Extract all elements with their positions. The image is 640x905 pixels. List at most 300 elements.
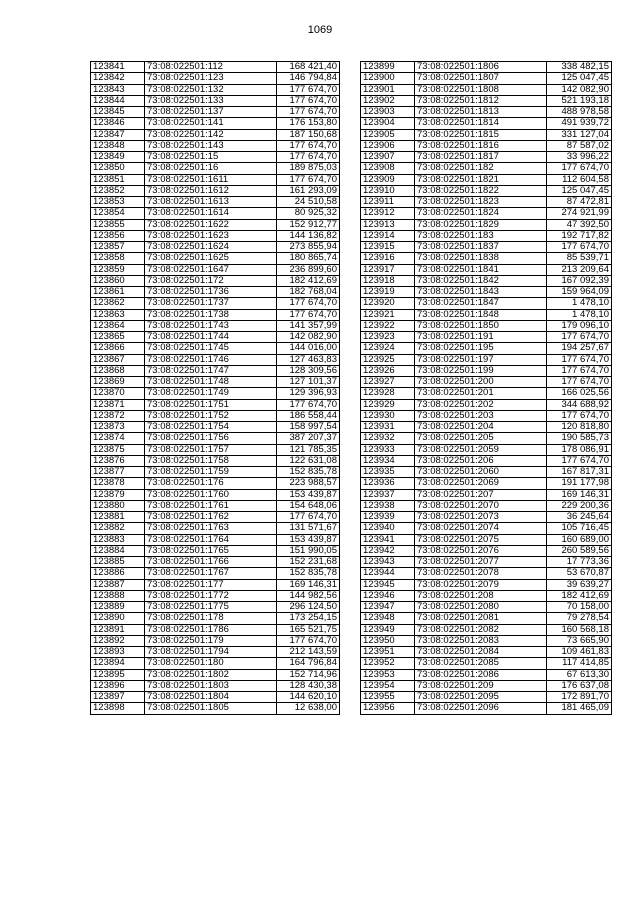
cadastral-value-cell: 177 674,70 — [277, 84, 340, 95]
row-number-cell: 123919 — [361, 287, 415, 298]
row-number-cell: 123856 — [91, 230, 145, 241]
table-row — [361, 95, 612, 106]
cadastral-value-cell: 160 568,18 — [547, 624, 612, 635]
cadastral-number-cell: 73:08:022501:1843 — [415, 287, 547, 298]
cadastral-value-cell: 191 177,98 — [547, 478, 612, 489]
cadastral-value-cell: 161 293,09 — [277, 185, 340, 196]
row-number-cell: 123909 — [361, 174, 415, 185]
cadastral-value-cell: 152 835,78 — [277, 568, 340, 579]
table-row — [91, 219, 340, 230]
cadastral-value-cell: 167 092,39 — [547, 275, 612, 286]
cadastral-value-cell: 152 231,68 — [277, 557, 340, 568]
table-row — [361, 219, 612, 230]
cadastral-number-cell: 73:08:022501:2085 — [415, 658, 547, 669]
cadastral-number-cell: 73:08:022501:1623 — [145, 230, 277, 241]
row-number-cell: 123885 — [91, 557, 145, 568]
row-number-cell: 123930 — [361, 410, 415, 421]
row-number-cell: 123887 — [91, 579, 145, 590]
table-row — [91, 500, 340, 511]
cadastral-value-cell: 387 207,37 — [277, 433, 340, 444]
table-row — [91, 185, 340, 196]
cadastral-number-cell: 73:08:022501:191 — [415, 332, 547, 343]
cadastral-number-cell: 73:08:022501:2077 — [415, 557, 547, 568]
table-row — [91, 84, 340, 95]
cadastral-number-cell: 73:08:022501:1738 — [145, 309, 277, 320]
row-number-cell: 123940 — [361, 523, 415, 534]
cadastral-number-cell: 73:08:022501:2059 — [415, 444, 547, 455]
table-row — [91, 73, 340, 84]
cadastral-value-cell: 274 921,99 — [547, 208, 612, 219]
row-number-cell: 123845 — [91, 107, 145, 118]
cadastral-value-cell: 85 539,71 — [547, 253, 612, 264]
cadastral-number-cell: 73:08:022501:1815 — [415, 129, 547, 140]
table-row — [361, 467, 612, 478]
row-number-cell: 123851 — [91, 174, 145, 185]
cadastral-value-cell: 131 571,67 — [277, 523, 340, 534]
row-number-cell: 123922 — [361, 320, 415, 331]
cadastral-value-cell: 152 714,96 — [277, 669, 340, 680]
row-number-cell: 123850 — [91, 163, 145, 174]
row-number-cell: 123895 — [91, 669, 145, 680]
row-number-cell: 123935 — [361, 467, 415, 478]
cadastral-value-cell: 491 939,72 — [547, 118, 612, 129]
cadastral-number-cell: 73:08:022501:2084 — [415, 647, 547, 658]
cadastral-value-cell: 152 835,78 — [277, 467, 340, 478]
row-number-cell: 123939 — [361, 512, 415, 523]
table-row — [91, 579, 340, 590]
row-number-cell: 123879 — [91, 489, 145, 500]
cadastral-number-cell: 73:08:022501:2078 — [415, 568, 547, 579]
table-row — [91, 377, 340, 388]
cadastral-number-cell: 73:08:022501:1772 — [145, 590, 277, 601]
table-row — [361, 523, 612, 534]
row-number-cell: 123854 — [91, 208, 145, 219]
cadastral-number-cell: 73:08:022501:1764 — [145, 534, 277, 545]
cadastral-number-cell: 73:08:022501:2074 — [415, 523, 547, 534]
row-number-cell: 123911 — [361, 197, 415, 208]
cadastral-value-cell: 177 674,70 — [277, 152, 340, 163]
row-number-cell: 123857 — [91, 242, 145, 253]
cadastral-number-cell: 73:08:022501:201 — [415, 388, 547, 399]
cadastral-value-cell: 144 016,00 — [277, 343, 340, 354]
cadastral-number-cell: 73:08:022501:1842 — [415, 275, 547, 286]
cadastral-number-cell: 73:08:022501:2086 — [415, 669, 547, 680]
cadastral-number-cell: 73:08:022501:172 — [145, 275, 277, 286]
cadastral-value-cell: 1 478,10 — [547, 298, 612, 309]
table-row — [361, 489, 612, 500]
table-row — [361, 320, 612, 331]
cadastral-number-cell: 73:08:022501:15 — [145, 152, 277, 163]
table-row — [91, 512, 340, 523]
cadastral-number-cell: 73:08:022501:2081 — [415, 613, 547, 624]
cadastral-value-cell: 47 392,50 — [547, 219, 612, 230]
row-number-cell: 123923 — [361, 332, 415, 343]
cadastral-value-cell: 160 689,00 — [547, 534, 612, 545]
row-number-cell: 123877 — [91, 467, 145, 478]
row-number-cell: 123853 — [91, 197, 145, 208]
row-number-cell: 123864 — [91, 320, 145, 331]
cadastral-number-cell: 73:08:022501:205 — [415, 433, 547, 444]
table-row — [361, 107, 612, 118]
cadastral-number-cell: 73:08:022501:180 — [145, 658, 277, 669]
cadastral-number-cell: 73:08:022501:2080 — [415, 602, 547, 613]
cadastral-number-cell: 73:08:022501:176 — [145, 478, 277, 489]
cadastral-number-cell: 73:08:022501:202 — [415, 399, 547, 410]
row-number-cell: 123934 — [361, 455, 415, 466]
row-number-cell: 123932 — [361, 433, 415, 444]
row-number-cell: 123844 — [91, 95, 145, 106]
cadastral-value-cell: 179 096,10 — [547, 320, 612, 331]
table-row — [361, 298, 612, 309]
table-row — [91, 264, 340, 275]
table-row — [361, 343, 612, 354]
cadastral-value-cell: 153 439,87 — [277, 534, 340, 545]
row-number-cell: 123903 — [361, 107, 415, 118]
table-row — [91, 410, 340, 421]
row-number-cell: 123874 — [91, 433, 145, 444]
table-row — [361, 692, 612, 703]
cadastral-number-cell: 73:08:022501:16 — [145, 163, 277, 174]
cadastral-value-cell: 187 150,68 — [277, 129, 340, 140]
table-row — [361, 185, 612, 196]
row-number-cell: 123871 — [91, 399, 145, 410]
table-row — [361, 680, 612, 691]
cadastral-number-cell: 73:08:022501:2075 — [415, 534, 547, 545]
cadastral-value-cell: 146 794,84 — [277, 73, 340, 84]
row-number-cell: 123955 — [361, 692, 415, 703]
table-row — [361, 658, 612, 669]
cadastral-number-cell: 73:08:022501:132 — [145, 84, 277, 95]
row-number-cell: 123899 — [361, 62, 415, 73]
row-number-cell: 123901 — [361, 84, 415, 95]
table-row — [91, 467, 340, 478]
table-row — [361, 287, 612, 298]
cadastral-value-cell: 338 482,15 — [547, 62, 612, 73]
table-row — [91, 62, 340, 73]
table-row — [91, 399, 340, 410]
cadastral-value-cell: 166 025,56 — [547, 388, 612, 399]
cadastral-value-cell: 177 674,70 — [547, 354, 612, 365]
cadastral-value-cell: 24 510,58 — [277, 197, 340, 208]
cadastral-value-cell: 53 670,87 — [547, 568, 612, 579]
table-row — [91, 298, 340, 309]
cadastral-value-cell: 177 674,70 — [277, 399, 340, 410]
cadastral-number-cell: 73:08:022501:1814 — [415, 118, 547, 129]
cadastral-number-cell: 73:08:022501:207 — [415, 489, 547, 500]
row-number-cell: 123869 — [91, 377, 145, 388]
cadastral-value-cell: 152 912,77 — [277, 219, 340, 230]
table-row — [91, 534, 340, 545]
cadastral-number-cell: 73:08:022501:1762 — [145, 512, 277, 523]
cadastral-number-cell: 73:08:022501:1744 — [145, 332, 277, 343]
cadastral-value-cell: 125 047,45 — [547, 185, 612, 196]
row-number-cell: 123951 — [361, 647, 415, 658]
table-row — [361, 557, 612, 568]
table-row — [361, 624, 612, 635]
row-number-cell: 123880 — [91, 500, 145, 511]
table-row — [91, 444, 340, 455]
table-row — [361, 669, 612, 680]
row-number-cell: 123865 — [91, 332, 145, 343]
table-row — [91, 635, 340, 646]
table-row — [91, 478, 340, 489]
cadastral-number-cell: 73:08:022501:1803 — [145, 680, 277, 691]
row-number-cell: 123945 — [361, 579, 415, 590]
cadastral-number-cell: 73:08:022501:1614 — [145, 208, 277, 219]
cadastral-number-cell: 73:08:022501:204 — [415, 422, 547, 433]
cadastral-value-cell: 127 101,37 — [277, 377, 340, 388]
table-row — [361, 512, 612, 523]
cadastral-value-cell: 177 674,70 — [547, 242, 612, 253]
row-number-cell: 123842 — [91, 73, 145, 84]
cadastral-value-cell: 117 414,85 — [547, 658, 612, 669]
row-number-cell: 123896 — [91, 680, 145, 691]
table-row — [91, 669, 340, 680]
cadastral-number-cell: 73:08:022501:2095 — [415, 692, 547, 703]
row-number-cell: 123924 — [361, 343, 415, 354]
cadastral-value-cell: 178 086,91 — [547, 444, 612, 455]
registry-table-right — [360, 61, 612, 715]
cadastral-value-cell: 176 637,08 — [547, 680, 612, 691]
cadastral-number-cell: 73:08:022501:1829 — [415, 219, 547, 230]
table-row — [91, 388, 340, 399]
row-number-cell: 123920 — [361, 298, 415, 309]
table-row — [91, 455, 340, 466]
cadastral-number-cell: 73:08:022501:1752 — [145, 410, 277, 421]
cadastral-number-cell: 73:08:022501:1838 — [415, 253, 547, 264]
cadastral-number-cell: 73:08:022501:1754 — [145, 422, 277, 433]
table-row — [361, 613, 612, 624]
cadastral-value-cell: 182 768,04 — [277, 287, 340, 298]
table-row — [91, 152, 340, 163]
cadastral-number-cell: 73:08:022501:203 — [415, 410, 547, 421]
row-number-cell: 123891 — [91, 624, 145, 635]
table-row — [91, 140, 340, 151]
row-number-cell: 123892 — [91, 635, 145, 646]
row-number-cell: 123847 — [91, 129, 145, 140]
row-number-cell: 123894 — [91, 658, 145, 669]
table-row — [361, 230, 612, 241]
cadastral-number-cell: 73:08:022501:2060 — [415, 467, 547, 478]
cadastral-number-cell: 73:08:022501:1848 — [415, 309, 547, 320]
table-row — [361, 129, 612, 140]
cadastral-value-cell: 223 988,57 — [277, 478, 340, 489]
table-row — [361, 208, 612, 219]
row-number-cell: 123884 — [91, 545, 145, 556]
table-row — [91, 545, 340, 556]
row-number-cell: 123866 — [91, 343, 145, 354]
cadastral-number-cell: 73:08:022501:1794 — [145, 647, 277, 658]
cadastral-number-cell: 73:08:022501:2096 — [415, 703, 547, 714]
cadastral-number-cell: 73:08:022501:1822 — [415, 185, 547, 196]
cadastral-number-cell: 73:08:022501:2073 — [415, 512, 547, 523]
row-number-cell: 123925 — [361, 354, 415, 365]
cadastral-value-cell: 260 589,56 — [547, 545, 612, 556]
cadastral-number-cell: 73:08:022501:1756 — [145, 433, 277, 444]
cadastral-number-cell: 73:08:022501:1805 — [145, 703, 277, 714]
cadastral-value-cell: 121 785,35 — [277, 444, 340, 455]
cadastral-value-cell: 127 463,83 — [277, 354, 340, 365]
table-row — [361, 422, 612, 433]
table-row — [361, 365, 612, 376]
row-number-cell: 123875 — [91, 444, 145, 455]
row-number-cell: 123914 — [361, 230, 415, 241]
table-row — [91, 129, 340, 140]
table-row — [361, 174, 612, 185]
cadastral-number-cell: 73:08:022501:1749 — [145, 388, 277, 399]
table-row — [361, 332, 612, 343]
cadastral-value-cell: 151 990,05 — [277, 545, 340, 556]
table-row — [361, 309, 612, 320]
cadastral-value-cell: 153 439,87 — [277, 489, 340, 500]
cadastral-number-cell: 73:08:022501:1736 — [145, 287, 277, 298]
cadastral-number-cell: 73:08:022501:1761 — [145, 500, 277, 511]
row-number-cell: 123876 — [91, 455, 145, 466]
cadastral-number-cell: 73:08:022501:143 — [145, 140, 277, 151]
table-row — [361, 444, 612, 455]
table-row — [91, 332, 340, 343]
row-number-cell: 123907 — [361, 152, 415, 163]
row-number-cell: 123952 — [361, 658, 415, 669]
row-number-cell: 123916 — [361, 253, 415, 264]
cadastral-value-cell: 331 127,04 — [547, 129, 612, 140]
cadastral-number-cell: 73:08:022501:1804 — [145, 692, 277, 703]
cadastral-value-cell: 229 200,36 — [547, 500, 612, 511]
cadastral-value-cell: 1 478,10 — [547, 309, 612, 320]
cadastral-value-cell: 167 817,31 — [547, 467, 612, 478]
row-number-cell: 123905 — [361, 129, 415, 140]
table-row — [361, 377, 612, 388]
cadastral-value-cell: 164 796,84 — [277, 658, 340, 669]
cadastral-number-cell: 73:08:022501:1775 — [145, 602, 277, 613]
cadastral-value-cell: 36 245,64 — [547, 512, 612, 523]
row-number-cell: 123927 — [361, 377, 415, 388]
row-number-cell: 123889 — [91, 602, 145, 613]
row-number-cell: 123849 — [91, 152, 145, 163]
cadastral-value-cell: 168 421,40 — [277, 62, 340, 73]
cadastral-number-cell: 73:08:022501:1837 — [415, 242, 547, 253]
cadastral-value-cell: 109 461,83 — [547, 647, 612, 658]
table-row — [361, 534, 612, 545]
cadastral-number-cell: 73:08:022501:2070 — [415, 500, 547, 511]
cadastral-number-cell: 73:08:022501:2083 — [415, 635, 547, 646]
cadastral-number-cell: 73:08:022501:208 — [415, 590, 547, 601]
cadastral-value-cell: 39 639,27 — [547, 579, 612, 590]
table-row — [361, 635, 612, 646]
cadastral-number-cell: 73:08:022501:1624 — [145, 242, 277, 253]
cadastral-number-cell: 73:08:022501:137 — [145, 107, 277, 118]
cadastral-value-cell: 169 146,31 — [277, 579, 340, 590]
cadastral-number-cell: 73:08:022501:1759 — [145, 467, 277, 478]
table-row — [91, 658, 340, 669]
cadastral-number-cell: 73:08:022501:1745 — [145, 343, 277, 354]
row-number-cell: 123953 — [361, 669, 415, 680]
table-row — [361, 647, 612, 658]
cadastral-value-cell: 213 209,64 — [547, 264, 612, 275]
row-number-cell: 123861 — [91, 287, 145, 298]
row-number-cell: 123936 — [361, 478, 415, 489]
cadastral-value-cell: 177 674,70 — [277, 298, 340, 309]
cadastral-number-cell: 73:08:022501:1813 — [415, 107, 547, 118]
cadastral-value-cell: 177 674,70 — [547, 377, 612, 388]
row-number-cell: 123867 — [91, 354, 145, 365]
cadastral-number-cell: 73:08:022501:179 — [145, 635, 277, 646]
cadastral-value-cell: 182 412,69 — [277, 275, 340, 286]
cadastral-number-cell: 73:08:022501:1612 — [145, 185, 277, 196]
row-number-cell: 123846 — [91, 118, 145, 129]
table-row — [91, 422, 340, 433]
cadastral-number-cell: 73:08:022501:200 — [415, 377, 547, 388]
cadastral-number-cell: 73:08:022501:206 — [415, 455, 547, 466]
cadastral-value-cell: 212 143,59 — [277, 647, 340, 658]
row-number-cell: 123906 — [361, 140, 415, 151]
table-row — [91, 433, 340, 444]
table-row — [361, 140, 612, 151]
cadastral-number-cell: 73:08:022501:1746 — [145, 354, 277, 365]
row-number-cell: 123858 — [91, 253, 145, 264]
cadastral-value-cell: 105 716,45 — [547, 523, 612, 534]
cadastral-value-cell: 177 674,70 — [547, 410, 612, 421]
table-row — [91, 230, 340, 241]
cadastral-value-cell: 144 982,56 — [277, 590, 340, 601]
cadastral-value-cell: 189 875,03 — [277, 163, 340, 174]
cadastral-number-cell: 73:08:022501:182 — [415, 163, 547, 174]
cadastral-value-cell: 180 865,74 — [277, 253, 340, 264]
cadastral-number-cell: 73:08:022501:183 — [415, 230, 547, 241]
cadastral-number-cell: 73:08:022501:1743 — [145, 320, 277, 331]
cadastral-number-cell: 73:08:022501:1808 — [415, 84, 547, 95]
table-row — [91, 253, 340, 264]
table-row — [91, 275, 340, 286]
page-number: 1069 — [307, 24, 333, 36]
cadastral-number-cell: 73:08:022501:1823 — [415, 197, 547, 208]
cadastral-value-cell: 177 674,70 — [277, 635, 340, 646]
table-row — [91, 613, 340, 624]
row-number-cell: 123873 — [91, 422, 145, 433]
cadastral-number-cell: 73:08:022501:209 — [415, 680, 547, 691]
cadastral-number-cell: 73:08:022501:177 — [145, 579, 277, 590]
cadastral-value-cell: 488 978,58 — [547, 107, 612, 118]
row-number-cell: 123941 — [361, 534, 415, 545]
table-row — [361, 602, 612, 613]
table-row — [361, 500, 612, 511]
row-number-cell: 123937 — [361, 489, 415, 500]
registry-table-left — [90, 61, 340, 715]
cadastral-number-cell: 73:08:022501:133 — [145, 95, 277, 106]
cadastral-value-cell: 165 521,75 — [277, 624, 340, 635]
cadastral-number-cell: 73:08:022501:1847 — [415, 298, 547, 309]
cadastral-number-cell: 73:08:022501:1816 — [415, 140, 547, 151]
table-row — [361, 433, 612, 444]
row-number-cell: 123893 — [91, 647, 145, 658]
row-number-cell: 123862 — [91, 298, 145, 309]
row-number-cell: 123915 — [361, 242, 415, 253]
row-number-cell: 123917 — [361, 264, 415, 275]
table-row — [91, 647, 340, 658]
cadastral-number-cell: 73:08:022501:1807 — [415, 73, 547, 84]
row-number-cell: 123897 — [91, 692, 145, 703]
table-row — [91, 309, 340, 320]
table-row — [91, 118, 340, 129]
table-row — [361, 568, 612, 579]
table-row — [91, 680, 340, 691]
cadastral-value-cell: 177 674,70 — [277, 174, 340, 185]
table-row — [91, 354, 340, 365]
table-row — [91, 208, 340, 219]
cadastral-value-cell: 273 855,94 — [277, 242, 340, 253]
cadastral-number-cell: 73:08:022501:1766 — [145, 557, 277, 568]
cadastral-number-cell: 73:08:022501:1802 — [145, 669, 277, 680]
